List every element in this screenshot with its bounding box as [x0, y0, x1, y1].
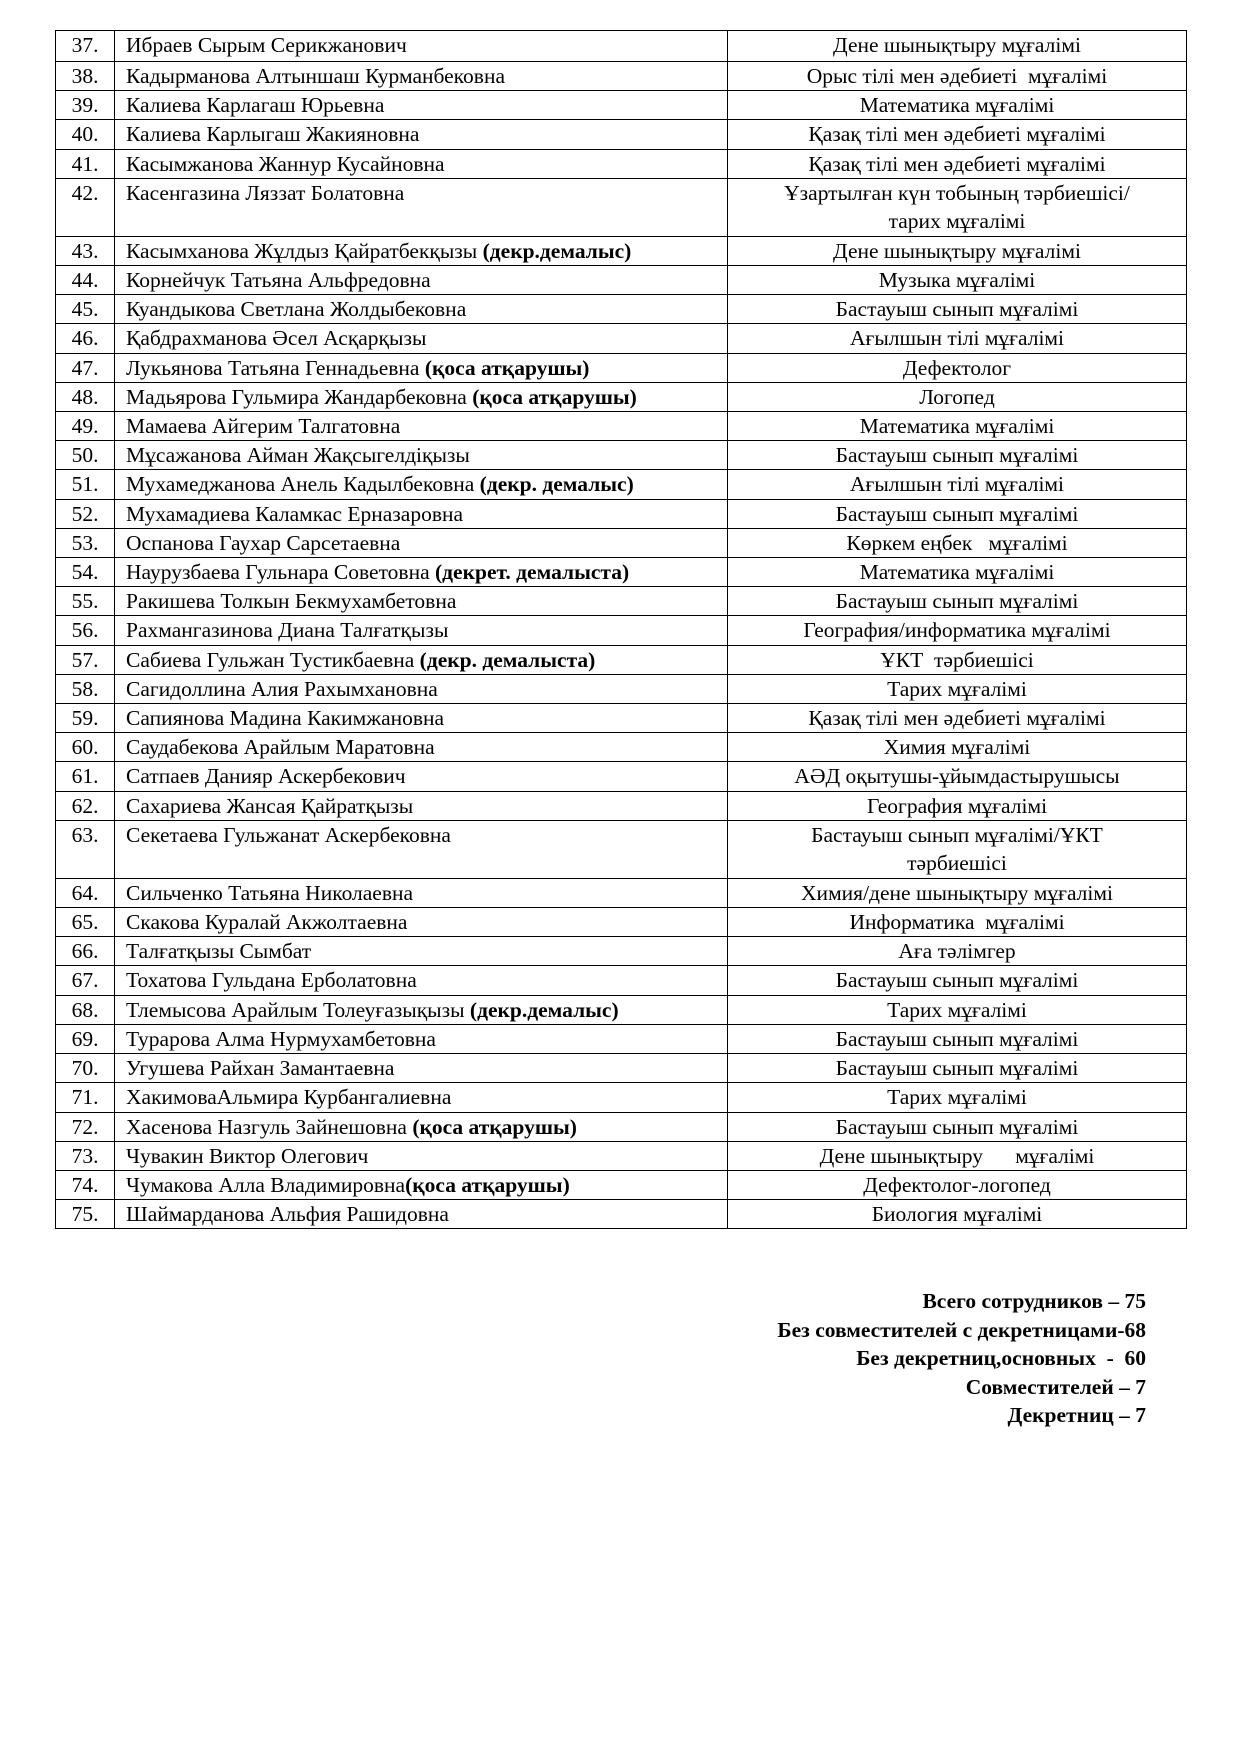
- row-number: 58.: [56, 674, 115, 703]
- summary-part-time: Совместителей – 7: [965, 1374, 1146, 1399]
- table-row: [56, 382, 1187, 411]
- position-cell: [728, 791, 1187, 820]
- table-row: [56, 587, 1187, 616]
- position-line: Химия/дене шынықтыру мұғалімі: [801, 880, 1113, 905]
- table-row: [56, 645, 1187, 674]
- row-number: 39.: [56, 91, 115, 120]
- position-line: Тарих мұғалімі: [887, 1085, 1027, 1110]
- table-row: [56, 1083, 1187, 1112]
- position-cell: [728, 470, 1187, 499]
- employee-name-cell: [115, 382, 728, 411]
- employee-name-cell: [115, 1141, 728, 1170]
- row-number: 47.: [56, 353, 115, 382]
- employee-name: Ибраев Сырым Серикжанович: [126, 33, 407, 57]
- position-cell: [728, 178, 1187, 236]
- position-cell: [728, 908, 1187, 937]
- employee-name: Калиева Карлыгаш Жакияновна: [126, 122, 420, 147]
- row-number: 55.: [56, 587, 115, 616]
- employee-name: Қабдрахманова Әсел Асқарқызы: [126, 326, 427, 351]
- employee-name-cell: [115, 470, 728, 499]
- employee-name: Мамаева Айгерим Талгатовна: [126, 414, 401, 439]
- position-cell: [728, 616, 1187, 645]
- employee-name: Сагидоллина Алия Рахымхановна: [126, 676, 438, 701]
- position-cell: [728, 62, 1187, 91]
- position-line: Қазақ тілі мен әдебиеті мұғалімі: [808, 122, 1106, 147]
- position-cell: [728, 295, 1187, 324]
- row-number: 48.: [56, 382, 115, 411]
- employee-name-cell: [115, 820, 728, 878]
- table-row: [56, 266, 1187, 295]
- table-row: [56, 1054, 1187, 1083]
- position-cell: [728, 528, 1187, 557]
- row-number: 62.: [56, 791, 115, 820]
- employee-status-note: (қоса атқарушы): [424, 355, 590, 380]
- position-line: Математика мұғалімі: [859, 414, 1055, 439]
- employee-name: Мухамеджанова Анель Кадылбековна: [126, 472, 480, 497]
- row-number: 56.: [56, 616, 115, 645]
- employee-name: Угушева Райхан Замантаевна: [126, 1056, 395, 1081]
- row-number: 44.: [56, 266, 115, 295]
- position-cell: [728, 441, 1187, 470]
- position-cell: [728, 1112, 1187, 1141]
- employee-status-note: (қоса атқарушы): [472, 384, 637, 409]
- summary-maternity: Декретниц – 7: [1007, 1403, 1146, 1428]
- position-line: География/информатика мұғалімі: [803, 618, 1111, 643]
- employee-name-cell: [115, 587, 728, 616]
- employee-name: Касенгазина Ляззат Болатовна: [126, 180, 405, 205]
- employee-name-cell: [115, 1112, 728, 1141]
- employee-name-cell: [115, 674, 728, 703]
- row-number: 54.: [56, 558, 115, 587]
- employee-name-cell: [115, 353, 728, 382]
- employee-status-note: (қоса атқарушы): [405, 1172, 570, 1197]
- row-number: 63.: [56, 820, 115, 878]
- employee-name-cell: [115, 499, 728, 528]
- row-number: 72.: [56, 1112, 115, 1141]
- position-line: Ағылшын тілі мұғалімі: [849, 326, 1065, 351]
- row-number: 73.: [56, 1141, 115, 1170]
- employee-status-note: (декрет. демалыста): [435, 560, 630, 585]
- table-row: [56, 1141, 1187, 1170]
- position-line: Аға тәлімгер: [898, 939, 1016, 964]
- table-row: [56, 412, 1187, 441]
- employee-name: Касымханова Жұлдыз Қайратбекқызы: [126, 238, 483, 263]
- table-row: [56, 324, 1187, 353]
- position-line: Математика мұғалімі: [859, 93, 1055, 118]
- position-line: Көркем еңбек мұғалімі: [846, 530, 1068, 555]
- table-row: [56, 1170, 1187, 1199]
- employee-name-cell: [115, 236, 728, 265]
- row-number: 41.: [56, 149, 115, 178]
- table-row: [56, 353, 1187, 382]
- table-row: [56, 295, 1187, 324]
- position-cell: [728, 1054, 1187, 1083]
- position-line: Орыс тілі мен әдебиеті мұғалімі: [806, 64, 1108, 88]
- position-line: Бастауыш сынып мұғалімі: [835, 1026, 1079, 1051]
- employee-status-note: (декр.демалыс): [482, 238, 632, 263]
- employee-name: Сабиева Гульжан Тустикбаевна: [126, 647, 420, 672]
- table-row: [56, 499, 1187, 528]
- table-row: [56, 966, 1187, 995]
- employee-name-cell: [115, 1200, 728, 1229]
- position-cell: [728, 266, 1187, 295]
- position-line: ҰКТ тәрбиешісі: [880, 647, 1034, 672]
- position-cell: [728, 704, 1187, 733]
- employee-name-cell: [115, 528, 728, 557]
- position-line: Бастауыш сынып мұғалімі: [835, 589, 1079, 614]
- position-line: География мұғалімі: [866, 793, 1048, 818]
- position-line: Бастауыш сынып мұғалімі: [835, 968, 1079, 993]
- employee-name: ХакимоваАльмира Курбангалиевна: [126, 1085, 452, 1110]
- position-cell: [728, 120, 1187, 149]
- table-row: [56, 674, 1187, 703]
- employee-name-cell: [115, 878, 728, 907]
- position-line: Дефектолог: [902, 355, 1012, 380]
- table-row: [56, 762, 1187, 791]
- position-line: Информатика мұғалімі: [849, 910, 1065, 935]
- position-line: АӘД оқытушы-ұйымдастырушысы: [794, 764, 1120, 789]
- position-line: Дене шынықтыру мұғалімі: [819, 1143, 1095, 1168]
- table-row: [56, 1024, 1187, 1053]
- employee-name-cell: [115, 120, 728, 149]
- employee-name: Сахариева Жансая Қайратқызы: [126, 793, 414, 818]
- table-row: [56, 1200, 1187, 1229]
- row-number: 71.: [56, 1083, 115, 1112]
- table-row: [56, 558, 1187, 587]
- position-line: Музыка мұғалімі: [878, 268, 1036, 293]
- employee-name: Сатпаев Данияр Аскербекович: [126, 764, 406, 789]
- position-line: Бастауыш сынып мұғалімі: [835, 297, 1079, 322]
- employee-name-cell: [115, 295, 728, 324]
- employee-name: Талғатқызы Сымбат: [126, 939, 312, 964]
- employee-name-cell: [115, 412, 728, 441]
- row-number: 64.: [56, 878, 115, 907]
- employee-name-cell: [115, 908, 728, 937]
- table-row: [56, 791, 1187, 820]
- employee-name-cell: [115, 937, 728, 966]
- employee-name: Чумакова Алла Владимировна: [126, 1172, 406, 1197]
- employee-name: Куандыкова Светлана Жолдыбековна: [126, 297, 467, 322]
- position-line: Ағылшын тілі мұғалімі: [849, 472, 1065, 497]
- position-cell: [728, 1083, 1187, 1112]
- employee-name-cell: [115, 704, 728, 733]
- employee-name: Мадьярова Гульмира Жандарбековна: [126, 384, 473, 409]
- row-number: 75.: [56, 1200, 115, 1229]
- employee-name: Сильченко Татьяна Николаевна: [126, 880, 414, 905]
- position-line: Биология мұғалімі: [871, 1202, 1043, 1227]
- table-row: [56, 62, 1187, 91]
- row-number: 38.: [56, 62, 115, 91]
- row-number: 42.: [56, 178, 115, 236]
- employee-name: Мұсажанова Айман Жақсыгелдіқызы: [126, 443, 470, 468]
- employee-name-cell: [115, 31, 728, 62]
- table-row: [56, 178, 1187, 236]
- position-line: Бастауыш сынып мұғалімі: [835, 501, 1079, 526]
- position-cell: [728, 878, 1187, 907]
- employee-name: Чувакин Виктор Олегович: [126, 1143, 369, 1168]
- position-line: Дене шынықтыру мұғалімі: [833, 238, 1081, 263]
- position-line: тарих мұғалімі: [888, 209, 1026, 234]
- table-row: [56, 236, 1187, 265]
- staff-table-body: [56, 31, 1187, 1229]
- employee-status-note: (декр. демалыста): [419, 647, 596, 672]
- summary-without-part-time: Без совместителей с декретницами-68: [777, 1317, 1146, 1342]
- employee-name-cell: [115, 791, 728, 820]
- row-number: 40.: [56, 120, 115, 149]
- position-cell: [728, 149, 1187, 178]
- position-cell: [728, 499, 1187, 528]
- table-row: [56, 1112, 1187, 1141]
- table-row: [56, 441, 1187, 470]
- row-number: 52.: [56, 499, 115, 528]
- position-cell: [728, 733, 1187, 762]
- position-line: Бастауыш сынып мұғалімі: [835, 1114, 1079, 1139]
- employee-name: Скакова Куралай Акжолтаевна: [126, 910, 408, 935]
- employee-name: Ракишева Толкын Бекмухамбетовна: [126, 589, 457, 614]
- row-number: 50.: [56, 441, 115, 470]
- table-row: [56, 908, 1187, 937]
- employee-name: Лукьянова Татьяна Геннадьевна: [126, 355, 425, 380]
- table-row: [56, 820, 1187, 878]
- row-number: 61.: [56, 762, 115, 791]
- employee-name: Оспанова Гаухар Сарсетаевна: [126, 530, 401, 555]
- table-row: [56, 528, 1187, 557]
- position-line: Математика мұғалімі: [859, 560, 1055, 585]
- row-number: 66.: [56, 937, 115, 966]
- position-cell: [728, 324, 1187, 353]
- position-line: Бастауыш сынып мұғалімі: [835, 443, 1079, 468]
- employee-name: Калиева Карлагаш Юрьевна: [126, 93, 385, 118]
- position-cell: [728, 1200, 1187, 1229]
- table-row: [56, 995, 1187, 1024]
- position-cell: [728, 412, 1187, 441]
- position-line: Дефектолог-логопед: [863, 1172, 1051, 1197]
- position-cell: [728, 558, 1187, 587]
- employee-name: Секетаева Гульжанат Аскербековна: [126, 822, 451, 847]
- position-cell: [728, 353, 1187, 382]
- position-cell: [728, 820, 1187, 878]
- position-line: Бастауыш сынып мұғалімі/ҰКТ: [811, 822, 1103, 847]
- position-line: Қазақ тілі мен әдебиеті мұғалімі: [808, 706, 1106, 731]
- employee-name-cell: [115, 1170, 728, 1199]
- employee-name-cell: [115, 645, 728, 674]
- position-line: Ұзартылған күн тобының тәрбиешісі/: [784, 180, 1130, 205]
- row-number: 74.: [56, 1170, 115, 1199]
- position-line: Химия мұғалімі: [883, 735, 1031, 760]
- table-row: [56, 470, 1187, 499]
- row-number: 60.: [56, 733, 115, 762]
- employee-name-cell: [115, 1054, 728, 1083]
- position-cell: [728, 995, 1187, 1024]
- position-line: Тарих мұғалімі: [887, 997, 1027, 1022]
- employee-name-cell: [115, 1024, 728, 1053]
- row-number: 69.: [56, 1024, 115, 1053]
- position-line: Қазақ тілі мен әдебиеті мұғалімі: [808, 151, 1106, 176]
- table-row: [56, 120, 1187, 149]
- table-row: [56, 733, 1187, 762]
- staff-table: [55, 30, 1187, 1229]
- employee-name-cell: [115, 91, 728, 120]
- employee-name-cell: [115, 324, 728, 353]
- employee-name: Рахмангазинова Диана Талғатқызы: [126, 618, 449, 643]
- employee-name: Турарова Алма Нурмухамбетовна: [126, 1026, 436, 1051]
- row-number: 67.: [56, 966, 115, 995]
- row-number: 68.: [56, 995, 115, 1024]
- employee-name-cell: [115, 441, 728, 470]
- row-number: 45.: [56, 295, 115, 324]
- row-number: 46.: [56, 324, 115, 353]
- summary-block: [777, 1287, 1146, 1430]
- summary-without-maternity: Без декретниц,основных - 60: [856, 1346, 1146, 1371]
- position-line: Бастауыш сынып мұғалімі: [835, 1056, 1079, 1081]
- row-number: 57.: [56, 645, 115, 674]
- employee-name-cell: [115, 558, 728, 587]
- row-number: 49.: [56, 412, 115, 441]
- table-row: [56, 91, 1187, 120]
- employee-name: Хасенова Назгуль Зайнешовна: [126, 1114, 413, 1139]
- employee-name: Мухамадиева Каламкас Ерназаровна: [126, 501, 464, 526]
- employee-name: Тохатова Гульдана Ерболатовна: [126, 968, 417, 993]
- position-line: Логопед: [919, 384, 995, 409]
- employee-name-cell: [115, 149, 728, 178]
- employee-status-note: (қоса атқарушы): [412, 1114, 577, 1139]
- position-cell: [728, 31, 1187, 62]
- employee-name-cell: [115, 733, 728, 762]
- position-line: Дене шынықтыру мұғалімі: [833, 33, 1081, 57]
- row-number: 70.: [56, 1054, 115, 1083]
- employee-name-cell: [115, 266, 728, 295]
- row-number: 53.: [56, 528, 115, 557]
- employee-name: Наурузбаева Гульнара Советовна: [126, 560, 436, 585]
- position-cell: [728, 762, 1187, 791]
- employee-name-cell: [115, 995, 728, 1024]
- employee-status-note: (декр. демалыс): [479, 472, 634, 497]
- employee-name: Корнейчук Татьяна Альфредовна: [126, 268, 431, 293]
- employee-name-cell: [115, 616, 728, 645]
- table-row: [56, 31, 1187, 62]
- table-row: [56, 704, 1187, 733]
- position-cell: [728, 937, 1187, 966]
- table-row: [56, 616, 1187, 645]
- employee-name: Кадырманова Алтыншаш Курманбековна: [126, 64, 505, 88]
- position-cell: [728, 587, 1187, 616]
- summary-total: Всего сотрудников – 75: [922, 1289, 1146, 1313]
- position-cell: [728, 1170, 1187, 1199]
- position-cell: [728, 1141, 1187, 1170]
- employee-status-note: (декр.демалыс): [469, 997, 619, 1022]
- table-row: [56, 878, 1187, 907]
- employee-name-cell: [115, 62, 728, 91]
- employee-name: Тлемысова Арайлым Толеуғазықызы: [126, 997, 470, 1022]
- row-number: 37.: [56, 31, 115, 62]
- employee-name-cell: [115, 1083, 728, 1112]
- employee-name: Сапиянова Мадина Какимжановна: [126, 706, 445, 731]
- table-row: [56, 937, 1187, 966]
- position-cell: [728, 91, 1187, 120]
- employee-name-cell: [115, 178, 728, 236]
- employee-name-cell: [115, 762, 728, 791]
- row-number: 59.: [56, 704, 115, 733]
- table-row: [56, 149, 1187, 178]
- position-cell: [728, 1024, 1187, 1053]
- position-cell: [728, 236, 1187, 265]
- position-cell: [728, 382, 1187, 411]
- employee-name-cell: [115, 966, 728, 995]
- position-line: тәрбиешісі: [907, 851, 1007, 876]
- position-cell: [728, 645, 1187, 674]
- employee-name: Касымжанова Жаннур Кусайновна: [126, 151, 445, 176]
- position-cell: [728, 966, 1187, 995]
- position-cell: [728, 674, 1187, 703]
- row-number: 65.: [56, 908, 115, 937]
- employee-name: Саудабекова Арайлым Маратовна: [126, 735, 435, 760]
- row-number: 51.: [56, 470, 115, 499]
- row-number: 43.: [56, 236, 115, 265]
- employee-name: Шаймарданова Альфия Рашидовна: [126, 1202, 449, 1227]
- position-line: Тарих мұғалімі: [887, 676, 1027, 701]
